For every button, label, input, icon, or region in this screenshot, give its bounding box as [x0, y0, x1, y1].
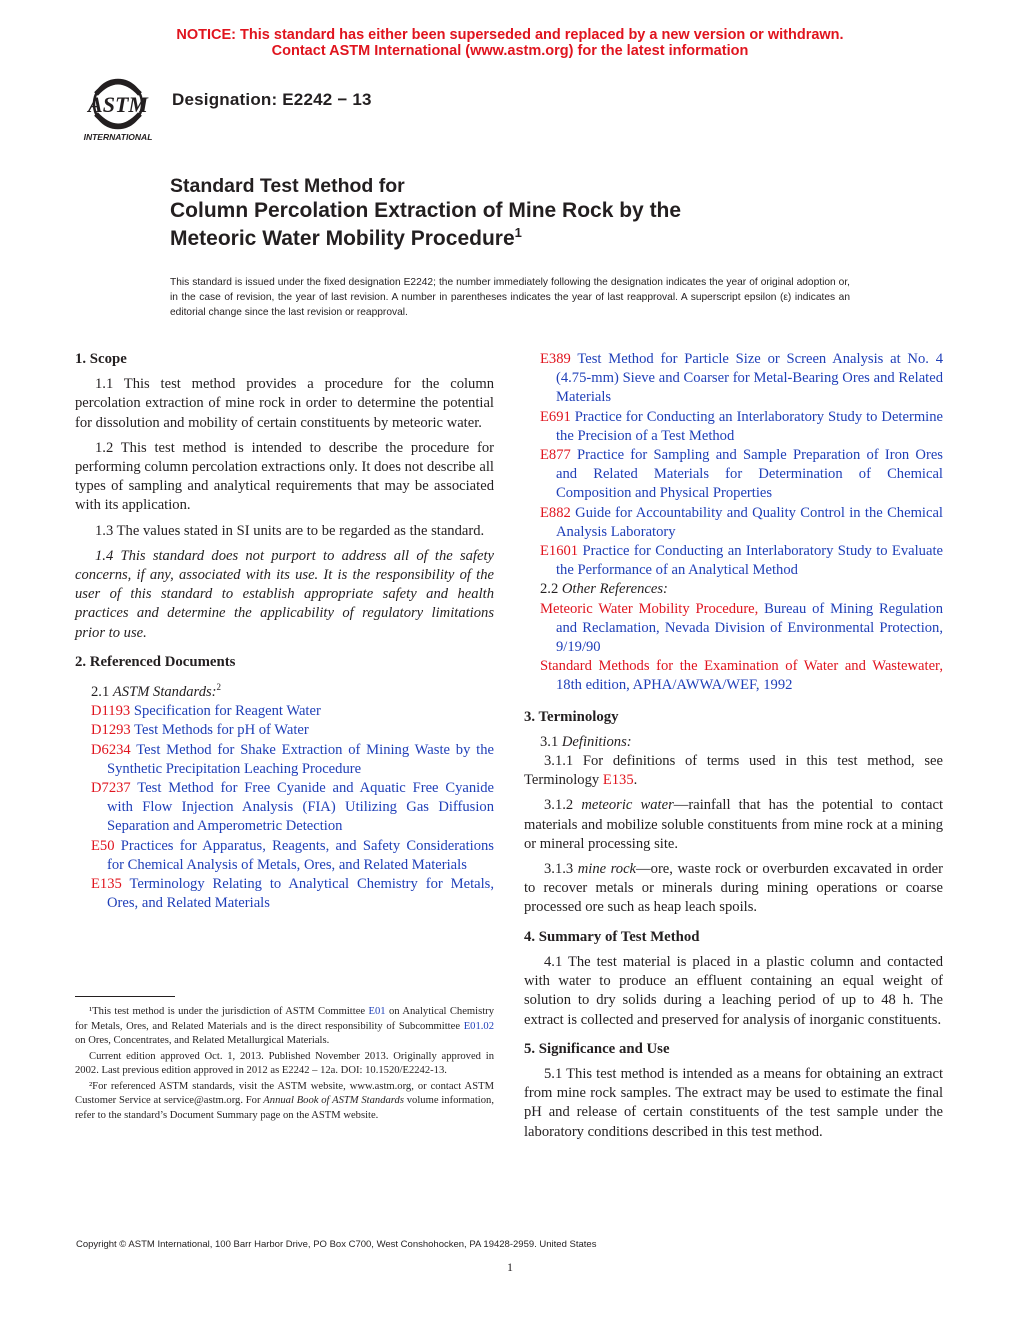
reference-item [75, 837, 494, 875]
reference-item [75, 721, 494, 740]
other-references-label: Other References: [561, 581, 668, 598]
footnotes [75, 1005, 494, 1124]
reference-item [524, 542, 943, 580]
e01-02-link[interactable]: E01.02 [463, 1020, 494, 1032]
reference-item [75, 702, 494, 721]
reference-code-link[interactable]: D1293 [91, 722, 131, 739]
scope-heading: 1. Scope [75, 351, 127, 367]
definitions-subheading [524, 733, 943, 752]
reference-title-link[interactable]: Bureau of Mining Regulation and Reclamation, Nevada Division of Environmental Protection, 9/19/90 [556, 600, 943, 656]
reference-title-link[interactable]: Test Method for Particle Size or Screen Analysis at No. 4 (4.75-mm) Sieve and Coarser for Metal-Bearing Ores and Related Materials [556, 351, 944, 406]
definition-3-1-2 [524, 796, 943, 854]
scope-1-2: 1.2 This test method is intended to describe the procedure for performing column percolation extractions only. It does not describe all types of sampling and analytical requirements that may be associated with its application. [75, 439, 494, 514]
scope-1-1: 1.1 This test method provides a procedure for the column percolation extraction of mine rock in order to determine the potential for dissolution and mobility of certain constituents by meteoric water. [75, 376, 494, 431]
footnote-2-a: ²For referenced ASTM standards, visit the ASTM website, www.astm.org, or contact ASTM Customer Service at service@astm.org. For [75, 1080, 494, 1106]
astm-standards-num: 2.1 [91, 683, 113, 700]
reference-title-link[interactable]: Terminology Relating to Analytical Chemistry for Metals, Ores, and Related Materials [107, 875, 494, 912]
reference-item [75, 875, 494, 913]
scope-1-3: 1.3 The values stated in SI units are to be regarded as the standard. [95, 522, 485, 539]
significance-5-1: 5.1 This test method is intended as a means for obtaining an extract from mine rock samples. The extract may be used to estimate the final pH and release of certain constituents of the test sample under the laboratory conditions described in this test method. [524, 1065, 943, 1140]
reference-title-link[interactable]: Practice for Sampling and Sample Preparation of Iron Ores and Related Materials for Determination of Chemical Composition and Physical Properties [556, 447, 943, 502]
footnote-rule [75, 996, 175, 997]
footnote-1-b: on Analytical Chemistry for Metals, Ores, and Related Materials and is the direct responsibility of Subcommittee [75, 1006, 494, 1032]
definition-3-1-1-text: 3.1.1 For definitions of terms used in this test method, see Terminology [524, 753, 943, 789]
title-line-1: Standard Test Method for [170, 175, 405, 197]
other-references-subheading [524, 580, 943, 599]
footnote-2 [75, 1080, 494, 1124]
notice-line-2: Contact ASTM International (www.astm.org) for the latest information [271, 43, 749, 59]
astm-standards-label: ASTM Standards: [112, 683, 217, 700]
reference-title-link[interactable]: Test Method for Shake Extraction of Mining Waste by the Synthetic Precipitation Leaching Procedure [107, 741, 494, 777]
reference-code-link[interactable]: D6234 [91, 741, 131, 758]
definition-3-1-3 [524, 860, 943, 918]
reference-code-link[interactable]: D7237 [91, 779, 131, 796]
e01-link[interactable]: E01 [368, 1006, 386, 1017]
footnote-1 [75, 1005, 494, 1049]
footnote-1-edition: Current edition approved Oct. 1, 2013. Published November 2013. Originally approved in 2002. Last previous edition approved in 2012 as E2242 – 12a. DOI: 10.1520/E2242-13. [75, 1050, 494, 1076]
reference-title-link[interactable]: Test Method for Free Cyanide and Aquatic Free Cyanide with Flow Injection Analysis (FIA) Utilizing Gas Diffusion Separation and Amperometric Detection [107, 779, 494, 835]
reference-title-link[interactable]: Practice for Conducting an Interlaboratory Study to Evaluate the Performance of an Analytical Method [556, 543, 943, 579]
astm-logo [74, 76, 162, 144]
reference-code-link[interactable]: E691 [540, 408, 571, 425]
definition-3-1-3-num: 3.1.3 [544, 861, 578, 878]
reference-item [524, 657, 943, 695]
definition-3-1-2-text: —rainfall that has the potential to contact materials and mobilize soluble constituents from mine rock at a mining or mineral processing site. [524, 797, 943, 852]
definition-3-1-3-term: mine rock [577, 861, 637, 878]
scope-1-4: 1.4 This standard does not purport to address all of the safety concerns, if any, associated with its use. It is the responsibility of the user of this standard to establish appropriate safety and health practices and determine the applicability of regulatory limitations prior to use. [75, 547, 494, 641]
reference-code-link[interactable]: E135 [91, 875, 122, 892]
issue-note: This standard is issued under the fixed designation E2242; the number immediately following the designation indicates the year of original adoption or, in the case of revision, the year of last revision. A number in parentheses indicates the year of last reapproval. A superscript epsilon (ε) indicates an editorial change since the last revision or reapproval. [170, 277, 850, 318]
definition-3-1-2-term: meteoric water [581, 797, 674, 814]
definitions-label: Definitions: [561, 733, 632, 750]
logo-mark-text: ASTM [88, 92, 148, 117]
refdocs-heading: 2. Referenced Documents [75, 653, 236, 670]
reference-code-link[interactable]: E1601 [540, 543, 579, 560]
summary-heading: 4. Summary of Test Method [524, 928, 700, 945]
reference-item [75, 779, 494, 837]
reference-item [524, 408, 943, 446]
definition-3-1-1 [524, 752, 943, 790]
reference-item [524, 350, 943, 408]
reference-code-link[interactable]: Standard Methods for the Examination of Water and Wastewater, [540, 658, 943, 675]
title-line-3-text: Meteoric Water Mobility Procedure [170, 227, 515, 250]
notice-line-1: NOTICE: This standard has either been superseded and replaced by a new version or withdrawn. [176, 27, 844, 43]
other-references-list [524, 600, 943, 696]
e135-link[interactable]: E135 [602, 772, 634, 789]
designation: Designation: E2242 − 13 [172, 90, 372, 109]
reference-title-link[interactable]: 18th edition, APHA/AWWA/WEF, 1992 [556, 677, 793, 694]
title-line-2: Column Percolation Extraction of Mine Rock by the [170, 199, 682, 222]
right-column [524, 350, 943, 1148]
reference-title-link[interactable]: Practices for Apparatus, Reagents, and Safety Considerations for Chemical Analysis of Metals, Ores, and Related Materials [107, 837, 494, 873]
definition-3-1-3-text: —ore, waste rock or overburden excavated in order to recover metals or minerals during mining operations or coarse processed ore such as heap leach spoils. [524, 861, 943, 916]
astm-standards-subheading [75, 678, 494, 702]
reference-code-link[interactable]: Meteoric Water Mobility Procedure, [540, 600, 759, 617]
reference-code-link[interactable]: D1193 [91, 703, 131, 720]
footnote-1-a: ¹This test method is under the jurisdiction of ASTM Committee [89, 1006, 369, 1017]
left-column [75, 350, 494, 913]
copyright-footer: Copyright © ASTM International, 100 Barr Harbor Drive, PO Box C700, West Conshohocken, PA 19428-2959. United States [76, 1239, 597, 1250]
definition-3-1-2-num: 3.1.2 [544, 797, 582, 814]
reference-code-link[interactable]: E877 [540, 447, 571, 464]
reference-title-link[interactable]: Guide for Accountability and Quality Control in the Chemical Analysis Laboratory [556, 504, 943, 540]
reference-code-link[interactable]: E389 [540, 351, 571, 367]
significance-heading: 5. Significance and Use [524, 1040, 670, 1057]
terminology-heading: 3. Terminology [524, 708, 619, 725]
title-footnote-marker: 1 [514, 225, 522, 240]
reference-item [524, 600, 943, 658]
reference-code-link[interactable]: E50 [91, 837, 115, 854]
summary-4-1: 4.1 The test material is placed in a plastic column and contacted with water to produce an effluent containing an equal weight of solution to dry solids during a leaching period of up to 48 h. The extract is collected and preserved for analysis of inorganic constituents. [524, 953, 943, 1028]
title-line-3 [170, 227, 522, 251]
definition-3-1-1-end: . [633, 772, 638, 789]
reference-title-link[interactable]: Specification for Reagent Water [133, 703, 321, 720]
reference-title-link[interactable]: Practice for Conducting an Interlaboratory Study to Determine the Precision of a Test Method [556, 408, 944, 444]
astm-standards-list-left [75, 702, 494, 913]
reference-title-link[interactable]: Test Methods for pH of Water [134, 722, 309, 739]
astm-standards-footnote-marker: 2 [216, 682, 222, 693]
astm-standards-list-right [524, 350, 943, 580]
definitions-num: 3.1 [540, 733, 562, 750]
footnote-1-c: on Ores, Concentrates, and Related Metallurgical Materials. [75, 1035, 330, 1046]
reference-item [75, 741, 494, 779]
reference-item [524, 446, 943, 504]
page-number: 1 [507, 1260, 513, 1274]
footnote-2-italic: Annual Book of ASTM Standards [263, 1095, 404, 1106]
logo-international-text: INTERNATIONAL [83, 132, 153, 142]
reference-item [524, 504, 943, 542]
other-references-num: 2.2 [540, 581, 562, 598]
footnote-2-b: volume information, refer to the standard’s Document Summary page on the ASTM website. [75, 1095, 494, 1121]
reference-code-link[interactable]: E882 [540, 504, 571, 521]
